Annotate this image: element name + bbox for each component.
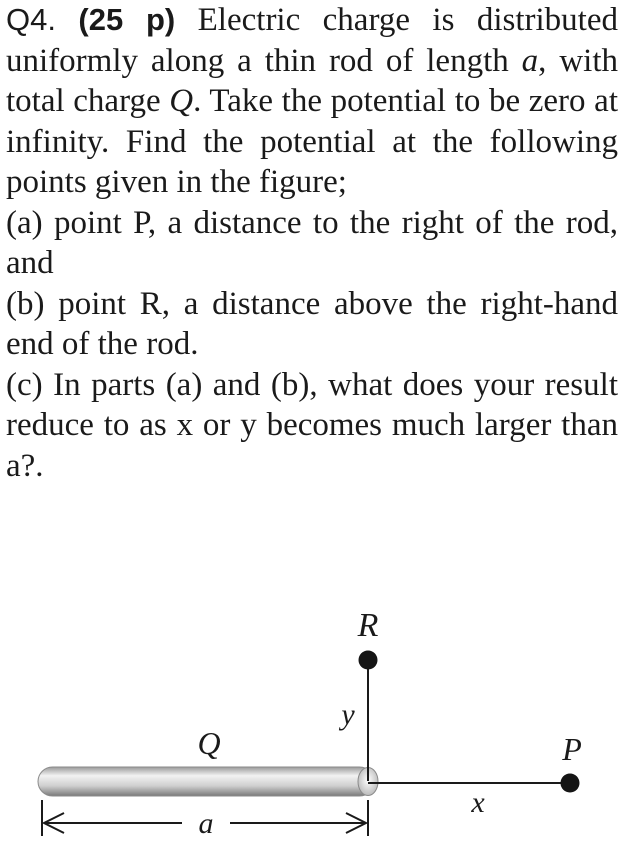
label-a: a <box>198 807 214 840</box>
part-a: (a) point P, a distance to the right of the rod, and <box>6 204 618 281</box>
charge-symbol: Q <box>169 83 194 119</box>
question-intro-text-2: , with total charge <box>6 42 619 119</box>
label-Q: Q <box>197 725 221 761</box>
charged-rod <box>38 767 378 796</box>
question-intro <box>6 0 618 203</box>
label-y: y <box>341 698 355 731</box>
point-P <box>561 774 580 793</box>
label-P: P <box>562 731 582 767</box>
question-text <box>6 0 618 486</box>
question-intro-text-1: Electric charge is distributed uniformly along a thin rod of length <box>6 2 618 79</box>
length-symbol: a <box>521 42 539 79</box>
label-R: R <box>357 607 379 644</box>
point-R <box>359 651 378 670</box>
part-c: (c) In parts (a) and (b), what does your result reduce to as x or y becomes much larger than a?. <box>6 366 618 484</box>
label-x: x <box>471 786 485 819</box>
question-intro-text-3: . Take the potential to be zero at infinity. Find the potential at the following points given in the figure; <box>6 83 618 200</box>
question-points: (25 p) <box>78 2 176 37</box>
rod-figure <box>0 596 624 852</box>
question-number: Q4. <box>6 2 56 37</box>
part-b: (b) point R, a distance above the right-hand end of the rod. <box>6 285 618 362</box>
